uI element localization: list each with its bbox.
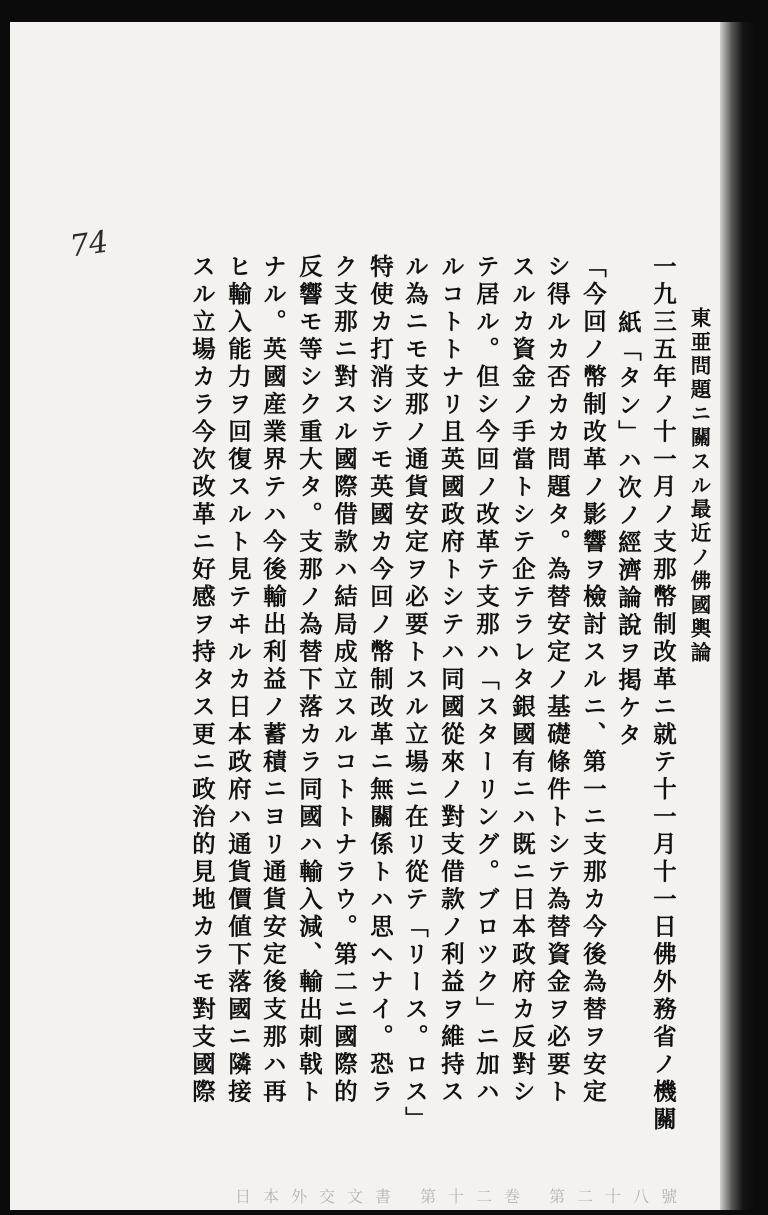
text-column-13: ヒ輸入能力ヲ回復スルト見テヰルカ日本政府ハ通貨價値下落國ニ隣接 xyxy=(224,254,252,1107)
handwritten-page-number: 74 xyxy=(67,224,111,265)
page-footer: 日本外交文書 第十二巻 第二十八號 xyxy=(235,1187,690,1206)
text-column-8: ル為ニモ支那ノ通貨安定ヲ必要トスル立場ニ在リ從テ「リース。ロス」 xyxy=(401,254,429,1134)
article-title: 東亜問題ニ關スル最近ノ佛國輿論 xyxy=(687,307,711,666)
text-column-5: スルカ資金ノ手當トシテ企テラレタ銀國有ニハ既ニ日本政府カ反對シ xyxy=(508,254,536,1107)
text-column-11: 反響モ等シク重大タ。支那ノ為替下落カラ同國ハ輸入減、輸出刺戟ト xyxy=(295,254,323,1107)
text-column-9: 特使カ打消シテモ英國カ今回ノ幣制改革ニ無關係トハ思ヘナイ。恐ラ xyxy=(366,254,394,1107)
text-column-7: ルコトトナリ且英國政府トシテハ同國從來ノ對支借款ノ利益ヲ維持ス xyxy=(437,254,465,1107)
text-column-12: ナル。英國産業界テハ今後輸出利益ノ蓄積ニヨリ通貨安定後支那ハ再 xyxy=(259,254,287,1107)
text-column-1: 一九三五年ノ十一月ノ支那幣制改革ニ就テ十一月十一日佛外務省ノ機關 xyxy=(649,254,677,1134)
text-column-3: 「今回ノ幣制改革ノ影響ヲ檢討スルニ、第一ニ支那カ今後為替ヲ安定 xyxy=(579,254,607,1107)
book-binding-edge xyxy=(720,22,758,1210)
text-column-2: 紙「タン」ハ次ノ經濟論說ヲ掲ケタ xyxy=(614,310,642,750)
text-column-6: テ居ル。但シ今回ノ改革テ支那ハ「スターリング。ブロツク」ニ加ハ xyxy=(472,254,500,1107)
text-column-4: シ得ルカ否カカ問題タ。為替安定ノ基礎條件トシテ為替資金ヲ必要ト xyxy=(543,254,571,1107)
text-column-10: ク支那ニ對スル國際借款ハ結局成立スルコトトナラウ。第二ニ國際的 xyxy=(330,254,358,1107)
document-page xyxy=(10,22,758,1210)
text-column-14: スル立場カラ今次改革ニ好感ヲ持タス更ニ政治的見地カラモ對支國際 xyxy=(188,254,216,1107)
